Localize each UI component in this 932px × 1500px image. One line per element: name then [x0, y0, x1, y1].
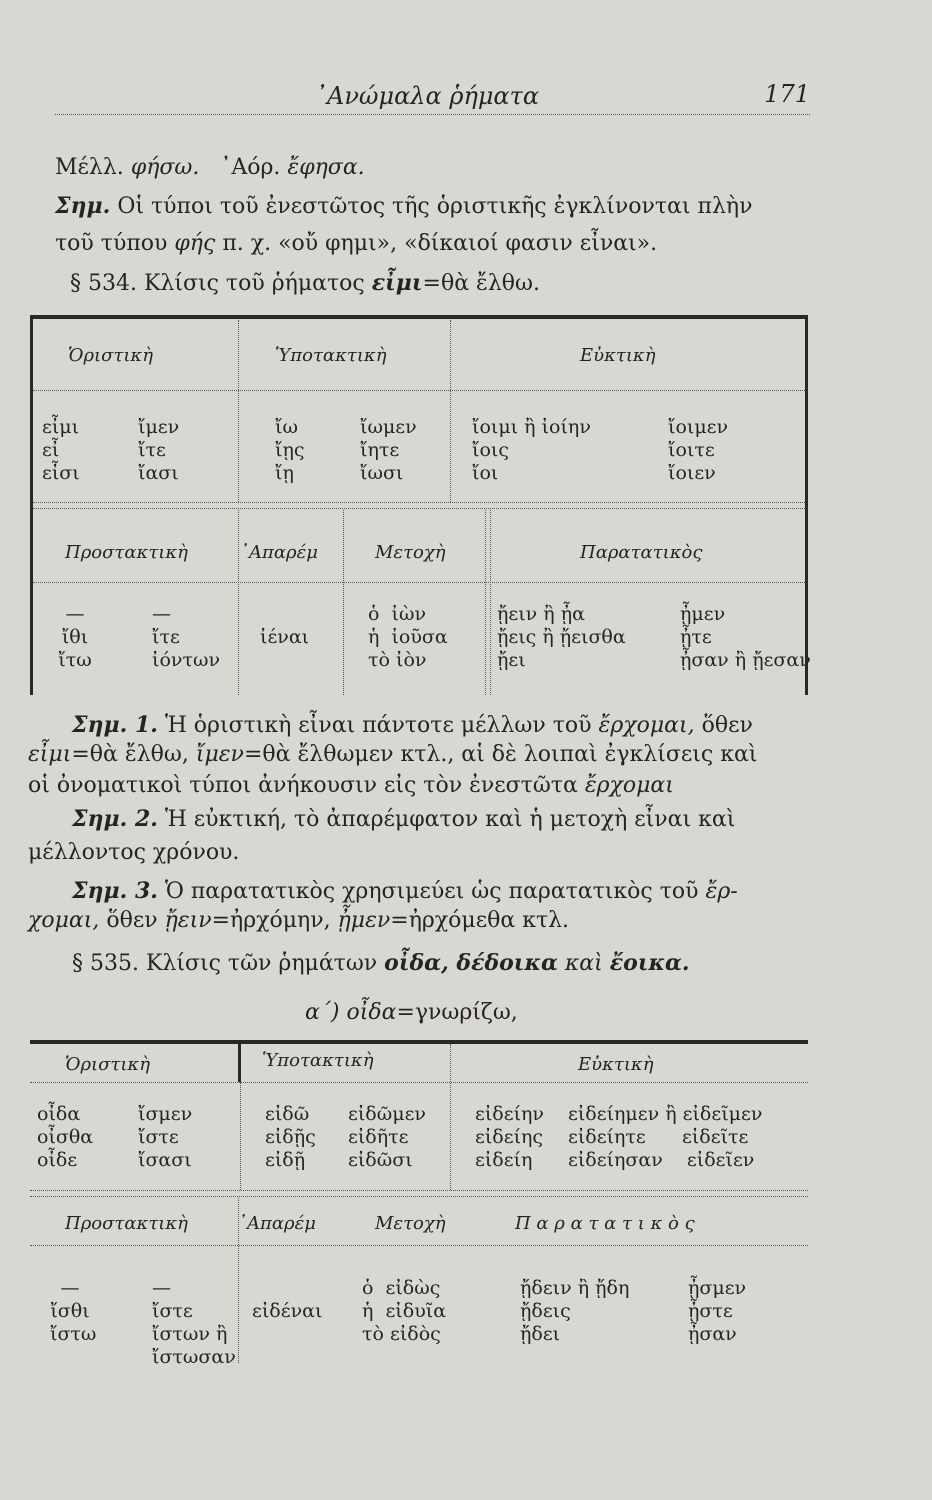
text: ὅθεν: [106, 908, 158, 933]
page-title: ᾿Ανώμαλα ῥήματα: [315, 82, 540, 110]
cell: ἴωμεν ἴητε ἴωσι: [360, 416, 417, 484]
table-rule: [30, 1040, 808, 1044]
header-optative: Εὐκτικὴ: [580, 345, 656, 366]
cell: — ἴστε ἴστων ἢ ἴστωσαν: [152, 1277, 236, 1368]
col-divider: [238, 1044, 241, 1082]
text: Ἡ ὁριστικὴ εἶναι πάντοτε μέλλων τοῦ: [164, 713, 592, 738]
form: εἶμι: [28, 742, 72, 767]
note-1-line-1: [72, 712, 832, 738]
text: Μέλλ.: [55, 155, 124, 180]
cell: εἰδῶμεν εἰδῆτε εἰδῶσι: [348, 1103, 426, 1171]
table-rule: [30, 315, 808, 319]
text: =θὰ ἔλθω.: [422, 271, 540, 296]
cell: ᾔδειν ἢ ᾔδη ᾔδεις ᾔδει: [520, 1277, 630, 1345]
note-label: Σημ. 1.: [72, 712, 158, 738]
header-subjunctive: Ὑποτακτικὴ: [262, 1050, 374, 1071]
text: Ἡ εὐκτική, τὸ ἀπαρέμφατον καὶ ἡ μετοχὴ εἶναι καὶ: [164, 807, 736, 832]
text: Ὁ παρατατικὸς χρησιμεύει ὡς παρατατικὸς τοῦ: [164, 879, 699, 904]
cell: ὁ εἰδὼς ἡ εἰδυῖα τὸ εἰδὸς: [362, 1277, 447, 1345]
form: ᾖμεν: [337, 908, 391, 933]
header-indicative: Ὁριστικὴ: [68, 345, 153, 366]
header-imperative: Προστακτικὴ: [65, 542, 188, 563]
cell: — ἴθι ἴτω: [58, 603, 92, 671]
note-2-line-1: [72, 806, 832, 832]
col-divider: [450, 320, 451, 502]
header-imperfect: Π α ρ α τ α τ ι κ ὸ ς: [515, 1213, 695, 1234]
note-1-line-2: [28, 742, 788, 767]
text: τοῦ τύπου: [55, 231, 168, 256]
cell: — ἴσθι ἴστω: [50, 1277, 97, 1345]
header-infinitive: ᾿Απαρέμ: [238, 1213, 316, 1234]
form: ᾔειν: [164, 908, 212, 933]
cell: ᾔειν ἢ ᾖα ᾔεις ἢ ᾔεισθα ᾔει: [497, 603, 626, 671]
col-divider: [240, 1082, 241, 1190]
text: =θὰ ἔλθω,: [71, 742, 189, 767]
form: ἔρχομαι: [584, 773, 674, 798]
note-label: Σημ.: [55, 193, 111, 219]
running-header: [55, 78, 810, 115]
col-divider: [490, 510, 491, 695]
col-divider: [238, 320, 239, 502]
note-label: Σημ. 3.: [72, 878, 158, 904]
intro-line-2: [55, 193, 815, 219]
intro-line-3: [55, 231, 815, 256]
note-2-line-2: [28, 840, 788, 865]
text: § 534. Κλίσις τοῦ ῥήματος: [70, 271, 365, 296]
cell: ἴω ἴῃς ἴῃ: [275, 416, 305, 484]
header-participle: Μετοχὴ: [375, 542, 446, 563]
text: =ἠρχόμεθα κτλ.: [390, 908, 570, 933]
text: μέλλοντος χρόνου.: [28, 840, 240, 865]
cell: εἰδείημεν ἢ εἰδεῖμεν εἰδείητε εἰδεῖτε εἰδείησαν εἰδεῖεν: [568, 1103, 763, 1171]
form: ἴμεν: [195, 742, 244, 767]
text: § 535. Κλίσις τῶν ῥημάτων: [72, 951, 378, 976]
note-1-line-3: [28, 773, 788, 798]
cell: οἶδα οἶσθα οἶδε: [37, 1103, 94, 1171]
note-label: Σημ. 2.: [72, 806, 158, 832]
cell: εἰδέναι: [252, 1300, 323, 1322]
verb: οἶδα: [346, 1000, 397, 1025]
section-534: [70, 270, 830, 296]
text: οἱ ὀνοματικοὶ τύποι ἀνήκουσιν εἰς τὸν ἐνεστῶτα: [28, 773, 578, 798]
header-infinitive: ᾿Απαρέμ: [240, 542, 318, 563]
cell: εἶμι εἶ εἶσι: [42, 416, 80, 484]
verb: οἶδα, δέδοικα: [384, 950, 558, 976]
text: ᾿Αόρ.: [220, 155, 281, 180]
form: ἔρ-: [705, 879, 738, 904]
subheading-oida: [305, 1000, 932, 1025]
cell: ᾖμεν ᾖτε ᾖσαν ἢ ᾔεσαν: [680, 603, 811, 671]
text: =γνωρίζω,: [396, 1000, 518, 1025]
form: χομαι,: [28, 908, 100, 933]
form: ἔρχομαι,: [598, 713, 695, 738]
col-divider: [343, 510, 344, 695]
header-participle: Μετοχὴ: [375, 1213, 446, 1234]
row-divider: [30, 1245, 808, 1246]
page-number: 171: [764, 80, 810, 108]
cell: ἴμεν ἴτε ἴασι: [138, 416, 180, 484]
cell: ἴσμεν ἴστε ἴσασι: [138, 1103, 193, 1171]
verb: εἶμι: [371, 270, 423, 296]
text: Οἱ τύποι τοῦ ἐνεστῶτος τῆς ὁριστικῆς ἐγκλίνονται πλὴν: [117, 194, 753, 219]
row-divider: [33, 508, 805, 509]
table-border: [30, 315, 33, 695]
cell: ὁ ἰὼν ἡ ἰοῦσα τὸ ἰὸν: [368, 603, 448, 671]
text: π. χ. «οὔ φημι», «δίκαιοί φασιν εἶναι».: [222, 231, 658, 256]
header-subjunctive: Ὑποτακτικὴ: [275, 345, 387, 366]
form: φής: [174, 231, 216, 256]
text: α΄): [305, 1000, 340, 1025]
cell: — ἴτε ἰόντων: [152, 603, 220, 671]
note-3-line-2: [28, 908, 788, 933]
section-535: [72, 950, 832, 976]
col-divider: [450, 1044, 451, 1190]
header-imperfect: Παρατατικὸς: [580, 542, 703, 563]
header-indicative: Ὁριστικὴ: [65, 1054, 150, 1075]
col-divider: [238, 510, 239, 695]
cell: ἰέναι: [260, 626, 310, 648]
verb: ἔοικα.: [609, 950, 690, 976]
row-divider: [30, 1082, 808, 1083]
row-divider: [33, 390, 805, 391]
cell: ἴοιμι ἢ ἰοίην ἴοις ἴοι: [472, 416, 591, 484]
form: ἔφησα.: [287, 155, 365, 180]
note-3-line-1: [72, 878, 832, 904]
cell: ᾖσμεν ᾖστε ᾖσαν: [688, 1277, 747, 1345]
cell: εἰδείην εἰδείης εἰδείη: [475, 1103, 544, 1171]
row-divider: [33, 582, 805, 583]
text: καὶ: [564, 951, 603, 976]
cell: ἴοιμεν ἴοιτε ἴοιεν: [668, 416, 729, 484]
form: φήσω.: [130, 155, 200, 180]
text: =θὰ ἔλθωμεν κτλ., αἱ δὲ λοιπαὶ ἐγκλίσεις καὶ: [243, 742, 758, 767]
text: ὅθεν: [701, 713, 753, 738]
text: =ἠρχόμην,: [211, 908, 331, 933]
col-divider: [485, 510, 486, 695]
row-divider: [33, 502, 805, 503]
cell: εἰδῶ εἰδῇς εἰδῇ: [265, 1103, 316, 1171]
row-divider: [30, 1196, 808, 1197]
row-divider: [30, 1190, 808, 1191]
header-optative: Εὐκτικὴ: [578, 1054, 654, 1075]
header-imperative: Προστακτικὴ: [65, 1213, 188, 1234]
intro-line-1: [55, 155, 815, 180]
